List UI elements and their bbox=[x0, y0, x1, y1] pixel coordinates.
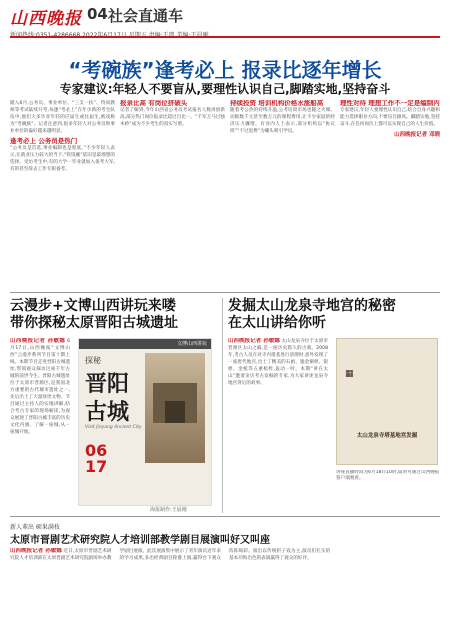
book-caption: 讲座直播时间为6月18日10时,届时可通过山西晚报客户端观看。 bbox=[336, 470, 440, 481]
bottom-headline: 太原市晋剧艺术研究院人才培训部教学剧目展演叫好又叫座 bbox=[10, 535, 270, 546]
bottom-story-body bbox=[10, 548, 440, 636]
right-story-headline bbox=[228, 298, 440, 332]
right-story-body bbox=[228, 338, 328, 508]
left-byline: 山西晚报记者 孙敏娜 bbox=[10, 338, 66, 344]
lead-section-head: 逢考必上 公务员是热门 bbox=[10, 137, 78, 145]
poster-title-2: 古城 bbox=[85, 399, 130, 425]
jinyang-poster bbox=[78, 338, 212, 506]
left-headline-line-1: 云漫步+文博山西讲玩来喽 bbox=[10, 298, 176, 314]
section-name: 社会直通车 bbox=[108, 7, 184, 25]
poster-kicker: 探秘 bbox=[85, 356, 101, 365]
lead-column-4 bbox=[340, 100, 440, 290]
book-title: 太山龙泉寺塔基地宫发掘 bbox=[356, 433, 418, 439]
lead-paragraph: 记者了解到,今年山西省公务员考试报名人数再创新高,部分热门岗位报录比超过百比一。“千军万马过独木桥”成为不少考生的真实写照。 bbox=[120, 108, 225, 127]
masthead bbox=[10, 4, 440, 29]
left-story-body bbox=[10, 338, 70, 508]
bottom-body-text: 近日,太原市晋剧艺术研究院人才培训部在太原晋剧艺术研究院剧场举办教学剧目展演。此次展演集中展示了青年演员近年来的学习成果,多出经典剧目轮番上演,赢得台下观众阵阵喝彩。演出以传统折子戏为主,演员们扎实的基本功和出色的表演赢得了观众的好评。 bbox=[10, 549, 331, 561]
poster-photo bbox=[145, 353, 205, 463]
poster-caption: 海报制作:王晨刚 bbox=[150, 507, 187, 513]
lead-headline: “考碗族”逢考必上 报录比逐年增长 bbox=[68, 58, 382, 82]
lead-column-2 bbox=[120, 100, 225, 290]
page-number: 04 bbox=[87, 5, 108, 23]
left-story-headline bbox=[10, 298, 220, 332]
lead-section-head: 理性对待 理想工作不一定是编制内 bbox=[340, 100, 440, 107]
column-divider bbox=[222, 298, 223, 513]
lead-section-head: 持续投资 培训机构价格水涨船高 bbox=[230, 100, 324, 107]
section-divider bbox=[10, 292, 440, 293]
header-rule bbox=[10, 36, 440, 38]
section-divider bbox=[10, 516, 440, 517]
right-byline: 山西晚报记者 孙敏娜 bbox=[228, 338, 280, 344]
lead-paragraph: 随着考公热的持续升温,公考培训市场也随之火爆。动辄数千元甚至数万元的课程费用,让不少家庭的经济压力骤增。有业内人士表示,部分机构以“协议班”“不过退费”为噱头吸引学员。 bbox=[230, 108, 335, 134]
poster-topbar bbox=[79, 339, 211, 349]
lead-column-1 bbox=[10, 100, 115, 290]
bottom-kicker: 新人辈出 硕果满枝 bbox=[10, 524, 60, 531]
lead-column-3 bbox=[230, 100, 335, 290]
poster-gate-door bbox=[165, 401, 185, 423]
lead-paragraph: 踏入6月,公务员、事业单位、“三支一扶”、特岗教师等考试陆续开考,每逢“考必上”在年少新的考生队伍中,他们大多毕业年轻的应届生或往届生,被戏称为“考碗族”。记者注意到,很多年轻人对公务员和事业单位的偏好越来越明显。 bbox=[10, 101, 115, 134]
lead-paragraph: “公务员是首选,事业编制也是兜底。”不少年轻人表示,在就业压力较大的当下,“铁饭碗”依旧是最理想的选择。受访考生中,有的大学一毕业就加入备考大军,有的甚至辞去工作专职备考。 bbox=[10, 146, 115, 172]
right-body-text: 太山龙泉寺位于太原市晋源区太山之巅,是一座历史悠久的古刹。2008年,考古人员在对寺内塔基进行清理时,意外发现了一座唐代地宫,出土了精美的石函、鎏金铜椁、银椁、金棺等五重棺椁,轰动一时。本期“讲在太山”邀请亲历考古发掘的专家,为大家讲述龙泉寺地宫背后的故事。 bbox=[228, 339, 328, 386]
right-headline-line-1: 发掘太山龙泉寺地宫的秘密 bbox=[228, 298, 396, 314]
book-seal-mark: ▦ bbox=[345, 369, 354, 379]
bottom-byline: 山西晚报记者 孙敏娜 bbox=[10, 548, 62, 554]
poster-title-1: 晋阳 bbox=[85, 371, 130, 397]
left-headline-line-2: 带你探秘太原晋阳古城遗址 bbox=[10, 315, 178, 331]
lead-section-head: 报录比高 有岗位挤破头 bbox=[120, 100, 188, 107]
left-body-text: 6月17日,山西晚报“文博山西”云漫步系列节目第十期上线。本期节目走进晋阳古城遗址,带领观众探访这座千年古城的前世今生。晋阳古城遗址位于太原市晋源区,是我国北方重要的古代城市遗址之一,先后出土了大量珍贵文物。节目通过主持人的实地讲解,结合考古专家的现场解读,为观众展现了晋阳古城丰富的历史文化内涵。了解一座城,从一座城开始。 bbox=[10, 339, 70, 435]
book-cover bbox=[336, 338, 438, 465]
newspaper-logo: 山西晚报 bbox=[10, 9, 82, 29]
poster-english-title: Visit Jinyang Ancient City bbox=[85, 425, 142, 430]
poster-brand: 文博山西讲玩 bbox=[176, 341, 207, 347]
lead-credit: 山西晚报记者 邓晓 bbox=[394, 132, 440, 138]
lead-paragraph: 专家建议,年轻人要理性认识自己,结合自身兴趣和能力选择职业方向,不要盲目跟风。脚踏实地,坚持奋斗,在任何岗位上都可以实现自己的人生价值。 bbox=[340, 108, 440, 127]
poster-date: 06 17 bbox=[85, 441, 108, 476]
lead-subheadline: 专家建议:年轻人不要盲从,要理性认识自己,脚踏实地,坚持奋斗 bbox=[59, 82, 391, 96]
right-headline-line-2: 在太山讲给你听 bbox=[228, 315, 326, 331]
